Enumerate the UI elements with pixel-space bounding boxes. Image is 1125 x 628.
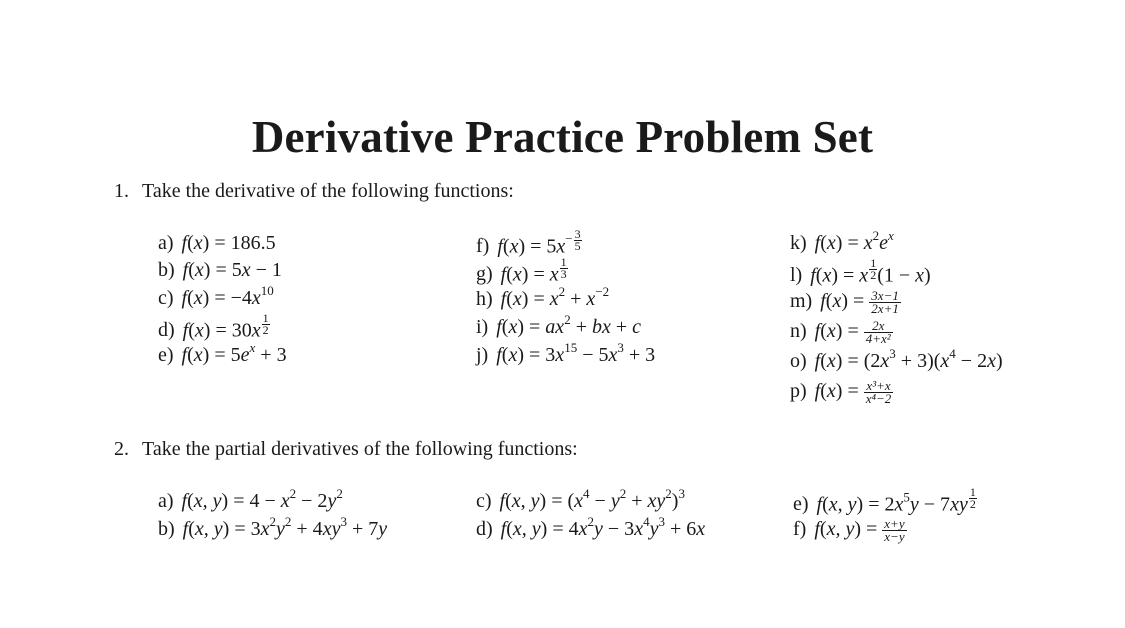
- problem-2a: a) f(x, $y) = 4 - x^2 - 2y^2$: [158, 487, 343, 515]
- problem-2f: f) f(x, y) = $\frac{x+y}{x-y}$: [793, 515, 905, 544]
- problem-label: e): [158, 344, 174, 366]
- problem-1i: i) $f(x) = ax^2$ + bx + c: [476, 313, 641, 341]
- problem-label: m): [790, 290, 813, 312]
- problem-label: f): [476, 235, 490, 258]
- problem-label: k): [790, 232, 807, 254]
- problem-1c: c) $f(x) = -4x^{10}$: [158, 284, 274, 312]
- problem-2d: d) f(x, $y) = 4x^2y - 3x^4y^3 + 6x$: [476, 515, 705, 543]
- problem-label: d): [158, 319, 175, 342]
- problem-1n: n) f(x) = $\frac{2x}{\text{4+x²}}$: [790, 317, 891, 346]
- question-1: [114, 180, 514, 203]
- problem-1f: f) $f(x) = 5x^{- \frac{3}{5}}$: [476, 229, 582, 260]
- problem-label: p): [790, 380, 807, 402]
- problem-1a: a) f(x) = 186.5: [158, 229, 276, 257]
- problem-label: g): [476, 263, 493, 286]
- problem-1k: k) $f(x) = x^2e^x$: [790, 229, 894, 257]
- problem-label: e): [793, 493, 809, 516]
- question-2-number: 2.: [114, 438, 129, 460]
- problem-1m: m) f(x) = $\frac{3x-1}{2x+1}$: [790, 287, 899, 316]
- problem-2c: c) f(x, $y) = (x^4 - y^2 + xy^2)^3$: [476, 487, 685, 515]
- problem-label: i): [476, 316, 489, 338]
- question-2: [114, 438, 578, 461]
- problem-label: c): [476, 490, 492, 512]
- problem-label: j): [476, 344, 489, 366]
- problem-1d: d) f(x) = 30x $^{\frac{1}{2}}$: [158, 313, 270, 344]
- problem-label: o): [790, 350, 807, 372]
- page-title: Derivative Practice Problem Set: [251, 112, 874, 162]
- problem-label: n): [790, 320, 807, 342]
- problem-1j: j) $f(x) = 3x^{15} - 5x^3 + 3$: [476, 341, 655, 369]
- problem-1o: o) $f(x) = (2x^3 + 3)(x^4 - 2x)$: [790, 347, 1003, 375]
- problem-1h: h) $f(x) = x^2 + x^{-2}$: [476, 285, 609, 313]
- problem-label: d): [476, 518, 493, 540]
- question-1-number: 1.: [114, 180, 129, 202]
- problem-label: h): [476, 288, 493, 310]
- problem-1g: g) f(x) = x $^{\frac{1}{3}}$: [476, 257, 568, 288]
- question-2-text: Take the partial derivatives of the following functions:: [142, 438, 578, 460]
- problem-2b: b) f(x, $y) = 3x^2y^2 + 4xy^3 + 7y$: [158, 515, 387, 543]
- problem-1e: e) $f(x) = 5e^x + 3$: [158, 341, 287, 369]
- problem-label: b): [158, 518, 175, 540]
- question-1-text: Take the derivative of the following functions:: [142, 180, 514, 202]
- problem-label: f): [793, 518, 807, 540]
- problem-2e: e) f(x, $y) = 2x^5y - 7xy$ $^{\frac{1}{2}}$: [793, 487, 977, 518]
- problem-label: l): [790, 264, 803, 287]
- problem-label: a): [158, 232, 174, 254]
- problem-1b: b) f(x) = 5x − 1: [158, 256, 282, 284]
- problem-1l: l) f(x) = x $^{\frac{1}{2}}$ (1 − x): [790, 258, 931, 289]
- problem-label: b): [158, 259, 175, 281]
- problem-label: a): [158, 490, 174, 512]
- problem-1p: p) f(x) = $\frac{\text{x³+x}}{\text{x⁴−2}}$: [790, 377, 892, 406]
- problem-label: c): [158, 287, 174, 309]
